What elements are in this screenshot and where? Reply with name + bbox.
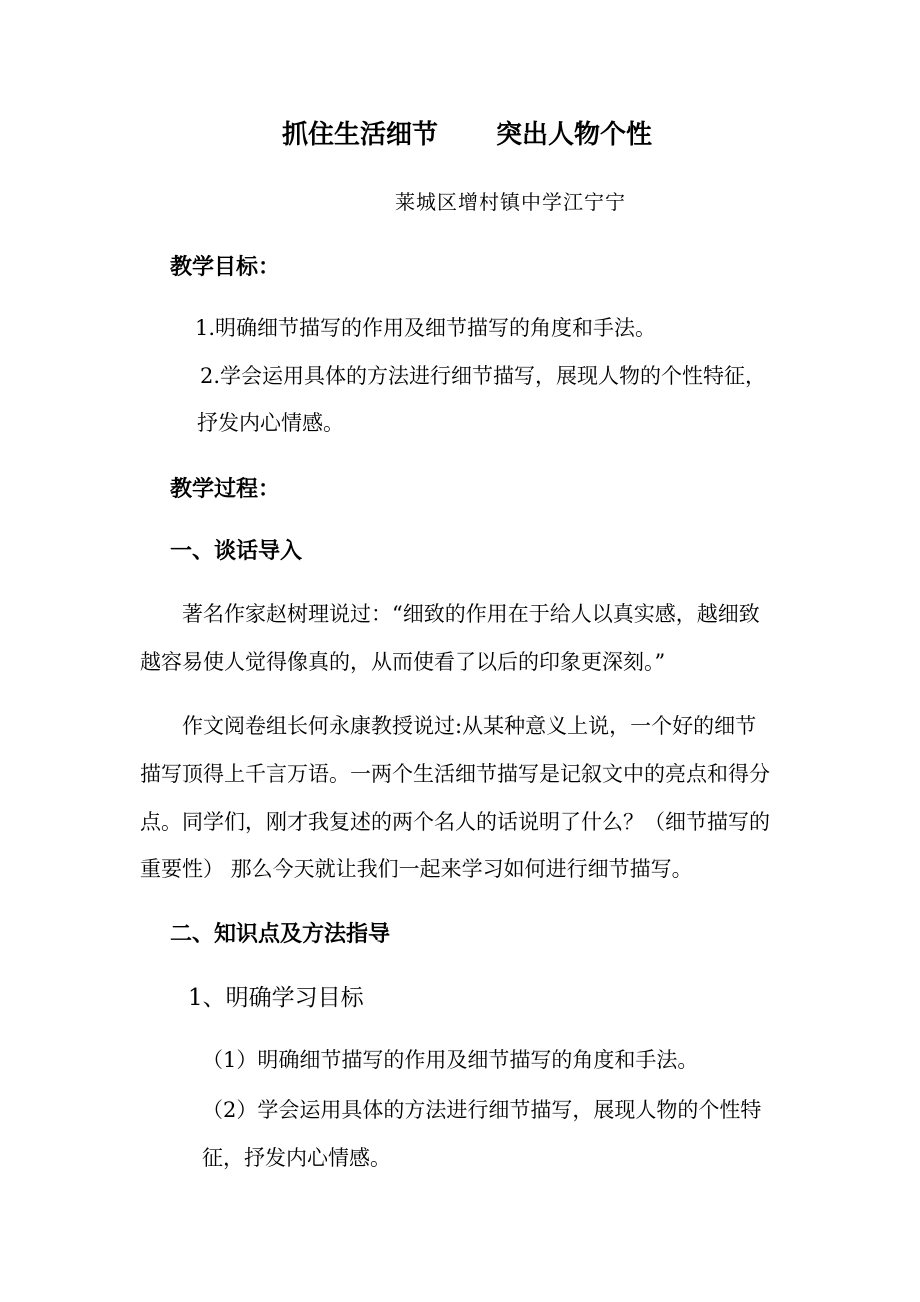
section-1-heading: 一、谈话导入 [170, 539, 303, 564]
section-1-para-2-line-4: 重要性） 那么今天就让我们一起来学习如何进行细节描写。 [140, 857, 693, 881]
section-2-item-2-line-1: （2）学会运用具体的方法进行细节描写，展现人物的个性特 [202, 1098, 762, 1122]
section-1-para-2-line-2: 描写顶得上千言万语。一两个生活细节描写是记叙文中的亮点和得分 [140, 762, 770, 786]
document-title [282, 120, 652, 151]
process-heading: 教学过程： [170, 477, 281, 502]
objective-item-2-line-1: 2.学会运用具体的方法进行细节描写，展现人物的个性特征， [200, 364, 767, 388]
section-2-sub-1-heading: 1、明确学习目标 [188, 985, 364, 1011]
objective-item-2-line-2: 抒发内心情感。 [197, 411, 344, 435]
section-1-para-2-line-3: 点。同学们，刚才我复述的两个名人的话说明了什么？（细节描写的 [140, 810, 770, 834]
section-1-para-1-line-1: 著名作家赵树理说过：“细致的作用在于给人以真实感，越细致 [182, 602, 760, 626]
title-part-1: 抓住生活细节 [282, 120, 439, 150]
section-1-para-2-line-1: 作文阅卷组长何永康教授说过:从某种意义上说，一个好的细节 [182, 714, 757, 738]
section-2-item-1: （1）明确细节描写的作用及细节描写的角度和手法。 [202, 1048, 699, 1072]
objective-item-1: 1.明确细节描写的作用及细节描写的角度和手法。 [195, 316, 657, 340]
section-2-item-2-line-2: 征，抒发内心情感。 [202, 1146, 391, 1170]
section-2-heading: 二、知识点及方法指导 [170, 922, 391, 947]
objectives-heading: 教学目标： [170, 255, 281, 280]
author-line: 莱城区增村镇中学江宁宁 [395, 190, 626, 214]
section-1-para-1-line-2: 越容易使人觉得像真的，从而使看了以后的印象更深刻。” [140, 650, 666, 674]
title-part-2: 突出人物个性 [496, 120, 653, 150]
